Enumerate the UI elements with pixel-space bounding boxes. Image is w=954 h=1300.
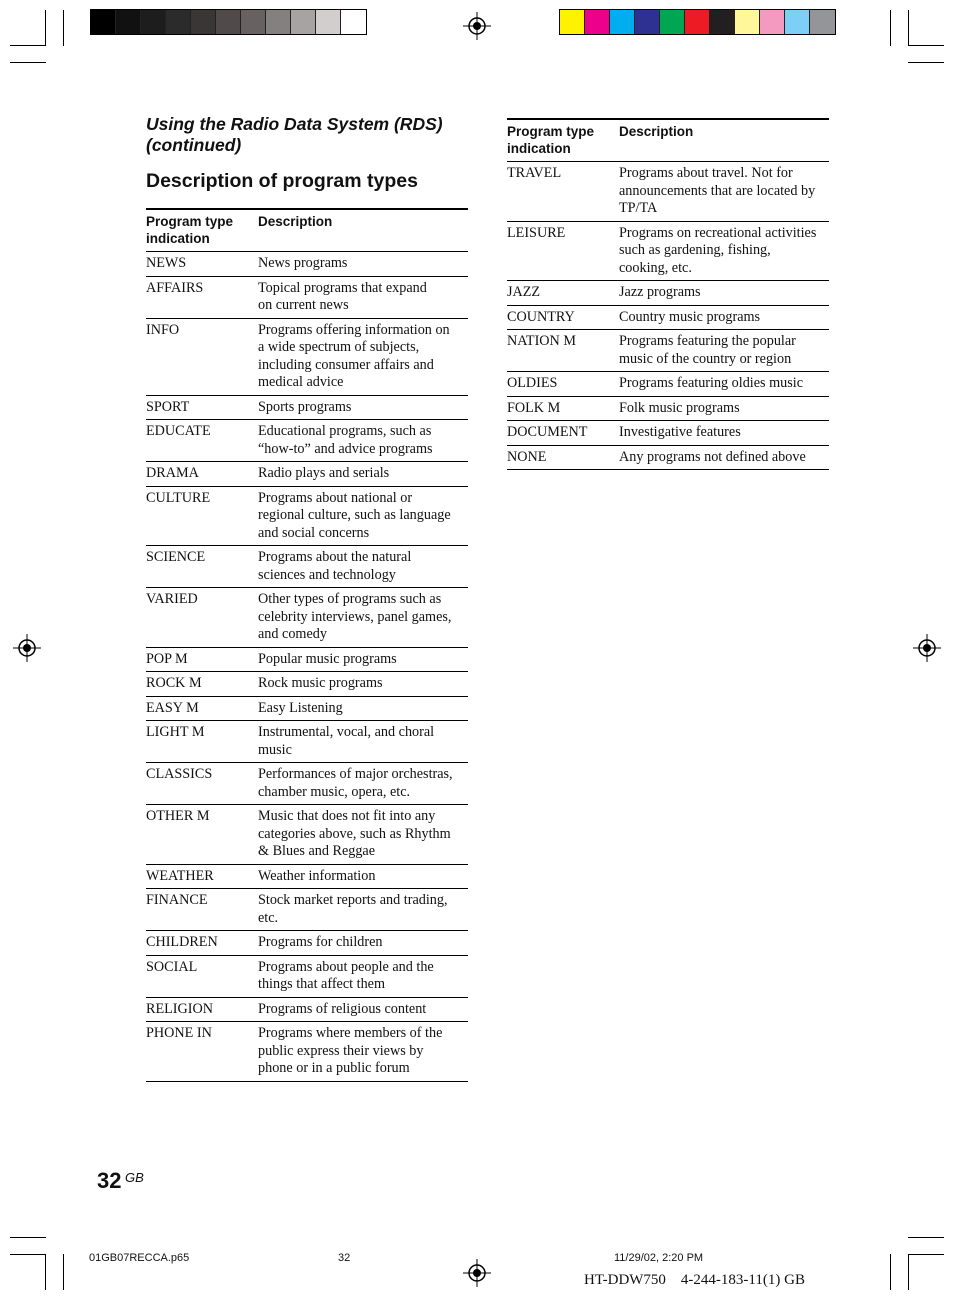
description-line: and comedy <box>258 626 327 642</box>
color-swatch <box>141 10 166 34</box>
crop-mark <box>908 10 909 46</box>
program-type-cell: WEATHER <box>146 864 256 889</box>
color-swatch <box>635 10 660 34</box>
color-swatch <box>291 10 316 34</box>
crop-mark <box>63 10 64 46</box>
description-cell <box>256 318 468 395</box>
description-line: including consumer affairs and <box>258 356 434 373</box>
description-line: phone or in a public forum <box>258 1060 410 1076</box>
program-type-cell: AFFAIRS <box>146 276 256 318</box>
description-line: Programs of religious content <box>258 1000 427 1017</box>
registration-mark-icon <box>913 634 941 662</box>
table-row <box>146 420 468 462</box>
color-swatch <box>785 10 810 34</box>
table-row <box>146 889 468 931</box>
description-cell <box>256 672 468 697</box>
program-type-cell: COUNTRY <box>507 305 617 330</box>
table-row <box>146 805 468 865</box>
description-cell <box>256 462 468 487</box>
color-swatch <box>710 10 735 34</box>
description-line: “how-to” and advice programs <box>258 440 433 457</box>
color-swatch <box>241 10 266 34</box>
description-line: Stock market reports and trading, <box>258 892 448 908</box>
description-line: Performances of major orchestras, <box>258 766 453 782</box>
description-line: music of the country or region <box>619 350 792 367</box>
description-cell <box>256 420 468 462</box>
description-line: a wide spectrum of subjects, <box>258 339 420 355</box>
color-swatch <box>660 10 685 34</box>
color-swatch <box>760 10 785 34</box>
description-cell <box>256 276 468 318</box>
description-cell <box>617 162 829 222</box>
crop-mark <box>908 45 944 46</box>
description-line: public express their views by <box>258 1042 424 1059</box>
description-cell <box>617 330 829 372</box>
program-type-cell: OLDIES <box>507 372 617 397</box>
description-line: announcements that are located by <box>619 182 816 199</box>
program-type-cell: CLASSICS <box>146 763 256 805</box>
table-row <box>146 647 468 672</box>
crop-mark <box>10 62 46 63</box>
section-subtitle: Using the Radio Data System (RDS) (continued) <box>146 114 443 155</box>
description-cell <box>256 486 468 546</box>
registration-mark-icon <box>463 12 491 40</box>
program-type-cell: INFO <box>146 318 256 395</box>
program-type-cell: CULTURE <box>146 486 256 546</box>
crop-mark <box>10 1237 46 1238</box>
table-row <box>507 221 829 281</box>
table-row <box>507 445 829 470</box>
description-cell <box>617 221 829 281</box>
description-line: News programs <box>258 255 348 271</box>
color-swatch <box>810 10 835 34</box>
color-swatch <box>166 10 191 34</box>
description-line: Topical programs that expand <box>258 279 427 296</box>
column-header-program-type: Program type indication <box>146 209 256 252</box>
slug-page-number: 32 <box>338 1252 351 1264</box>
description-line: Programs on recreational activities <box>619 224 817 241</box>
program-type-cell: LIGHT M <box>146 721 256 763</box>
table-row <box>507 281 829 306</box>
description-line: Radio plays and serials <box>258 465 390 481</box>
description-line: Music that does not fit into any <box>258 808 436 824</box>
description-line: Educational programs, such as <box>258 423 432 439</box>
color-swatch <box>191 10 216 34</box>
program-types-table-right <box>507 118 829 470</box>
color-swatch <box>585 10 610 34</box>
description-line: Programs featuring the popular <box>619 333 796 349</box>
program-type-cell: RELIGION <box>146 997 256 1022</box>
description-line: Investigative features <box>619 424 741 440</box>
table-row <box>146 864 468 889</box>
description-cell <box>256 252 468 277</box>
description-line: music <box>258 741 292 758</box>
table-row <box>507 330 829 372</box>
table-row <box>507 305 829 330</box>
description-cell <box>256 763 468 805</box>
table-row <box>146 276 468 318</box>
color-swatch <box>610 10 635 34</box>
description-cell <box>617 281 829 306</box>
description-cell <box>256 931 468 956</box>
description-line: medical advice <box>258 374 344 390</box>
description-cell <box>256 1022 468 1082</box>
description-line: Popular music programs <box>258 650 397 667</box>
table-header-row <box>146 209 468 252</box>
description-line: Programs about the natural <box>258 549 412 565</box>
program-type-cell: NATION M <box>507 330 617 372</box>
table-row <box>146 997 468 1022</box>
table-row <box>146 395 468 420</box>
crop-mark <box>908 62 944 63</box>
description-line: celebrity interviews, panel games, <box>258 608 452 625</box>
description-cell <box>256 721 468 763</box>
crop-mark <box>10 1254 46 1255</box>
program-type-cell: SCIENCE <box>146 546 256 588</box>
description-cell <box>256 395 468 420</box>
program-type-cell: OTHER M <box>146 805 256 865</box>
description-cell <box>256 696 468 721</box>
description-cell <box>617 372 829 397</box>
page-title: Description of program types <box>146 170 418 192</box>
color-swatch <box>341 10 366 34</box>
table-row <box>507 421 829 446</box>
description-line: sciences and technology <box>258 566 396 583</box>
description-line: Programs where members of the <box>258 1025 443 1041</box>
program-type-cell: CHILDREN <box>146 931 256 956</box>
program-type-cell: PHONE IN <box>146 1022 256 1082</box>
description-cell <box>256 805 468 865</box>
crop-mark <box>890 1254 891 1290</box>
color-swatch <box>685 10 710 34</box>
table-row <box>146 672 468 697</box>
program-type-cell: EASY M <box>146 696 256 721</box>
description-line: such as gardening, fishing, <box>619 242 771 258</box>
description-line: Programs about national or <box>258 489 413 506</box>
description-line: Programs about people and the <box>258 958 434 975</box>
description-line: categories above, such as Rhythm <box>258 825 451 842</box>
table-row <box>146 486 468 546</box>
crop-mark <box>63 1254 64 1290</box>
program-type-cell: DOCUMENT <box>507 421 617 446</box>
description-cell <box>256 889 468 931</box>
color-swatch <box>91 10 116 34</box>
program-type-cell: TRAVEL <box>507 162 617 222</box>
program-type-cell: POP M <box>146 647 256 672</box>
program-type-cell: JAZZ <box>507 281 617 306</box>
description-line: cooking, etc. <box>619 259 692 276</box>
color-swatch <box>216 10 241 34</box>
description-line: Rock music programs <box>258 675 383 691</box>
description-cell <box>256 546 468 588</box>
program-type-cell: EDUCATE <box>146 420 256 462</box>
program-type-cell: FINANCE <box>146 889 256 931</box>
description-cell <box>617 396 829 421</box>
column-header-description: Description <box>617 119 829 162</box>
description-line: Folk music programs <box>619 399 740 416</box>
description-line: Jazz programs <box>619 284 701 300</box>
description-line: Country music programs <box>619 308 761 325</box>
registration-mark-icon <box>13 634 41 662</box>
page-number: 32 <box>97 1168 122 1193</box>
description-line: etc. <box>258 909 279 926</box>
table-row <box>146 462 468 487</box>
table-header-row <box>507 119 829 162</box>
description-cell <box>617 305 829 330</box>
slug-file-name: 01GB07RECCA.p65 <box>89 1252 190 1264</box>
description-line: Programs featuring oldies music <box>619 375 804 391</box>
description-line: Instrumental, vocal, and choral <box>258 724 435 740</box>
crop-mark <box>45 1254 46 1290</box>
color-swatch <box>560 10 585 34</box>
table-row <box>146 252 468 277</box>
table-row <box>146 588 468 648</box>
program-type-cell: SPORT <box>146 395 256 420</box>
description-line: Programs offering information on <box>258 321 450 338</box>
program-type-cell: DRAMA <box>146 462 256 487</box>
table-row <box>507 396 829 421</box>
table-row <box>146 318 468 395</box>
table-row <box>146 763 468 805</box>
process-color-bar <box>559 9 836 35</box>
color-swatch <box>735 10 760 34</box>
table-row <box>146 696 468 721</box>
crop-mark <box>890 10 891 46</box>
description-cell <box>617 421 829 446</box>
description-cell <box>256 955 468 997</box>
column-header-program-type: Program type indication <box>507 119 617 162</box>
program-type-cell: NONE <box>507 445 617 470</box>
slug-timestamp: 11/29/02, 2:20 PM <box>614 1252 704 1264</box>
grayscale-color-bar <box>90 9 367 35</box>
description-line: Other types of programs such as <box>258 591 442 607</box>
column-header-description: Description <box>256 209 468 252</box>
program-type-cell: FOLK M <box>507 396 617 421</box>
description-line: things that affect them <box>258 976 385 992</box>
table-row <box>146 955 468 997</box>
program-type-cell: VARIED <box>146 588 256 648</box>
program-type-cell: ROCK M <box>146 672 256 697</box>
crop-mark <box>908 1237 944 1238</box>
description-line: Easy Listening <box>258 699 343 716</box>
crop-mark <box>908 1254 944 1255</box>
description-cell <box>617 445 829 470</box>
crop-mark <box>45 10 46 46</box>
description-cell <box>256 997 468 1022</box>
description-line: TP/TA <box>619 200 658 216</box>
page-language-suffix: GB <box>125 1170 144 1185</box>
description-line: Programs for children <box>258 934 383 950</box>
description-line: chamber music, opera, etc. <box>258 783 411 800</box>
description-line: Sports programs <box>258 398 352 415</box>
color-swatch <box>316 10 341 34</box>
program-type-cell: LEISURE <box>507 221 617 281</box>
table-row <box>146 931 468 956</box>
program-type-cell: NEWS <box>146 252 256 277</box>
table-row <box>507 372 829 397</box>
description-line: and social concerns <box>258 524 370 541</box>
description-cell <box>256 588 468 648</box>
registration-mark-icon <box>463 1259 491 1287</box>
description-line: Any programs not defined above <box>619 448 806 465</box>
program-types-table-left <box>146 208 468 1082</box>
crop-mark <box>10 45 46 46</box>
description-line: & Blues and Reggae <box>258 843 376 859</box>
description-line: on current news <box>258 297 349 313</box>
color-swatch <box>116 10 141 34</box>
crop-mark <box>908 1254 909 1290</box>
table-row <box>146 721 468 763</box>
table-row <box>146 1022 468 1082</box>
program-type-cell: SOCIAL <box>146 955 256 997</box>
description-line: regional culture, such as language <box>258 507 451 523</box>
model-code: HT-DDW750 4-244-183-11(1) GB <box>584 1272 805 1288</box>
description-line: Programs about travel. Not for <box>619 165 793 181</box>
table-row <box>146 546 468 588</box>
color-swatch <box>266 10 291 34</box>
table-row <box>507 162 829 222</box>
description-cell <box>256 647 468 672</box>
description-line: Weather information <box>258 867 376 884</box>
description-cell <box>256 864 468 889</box>
